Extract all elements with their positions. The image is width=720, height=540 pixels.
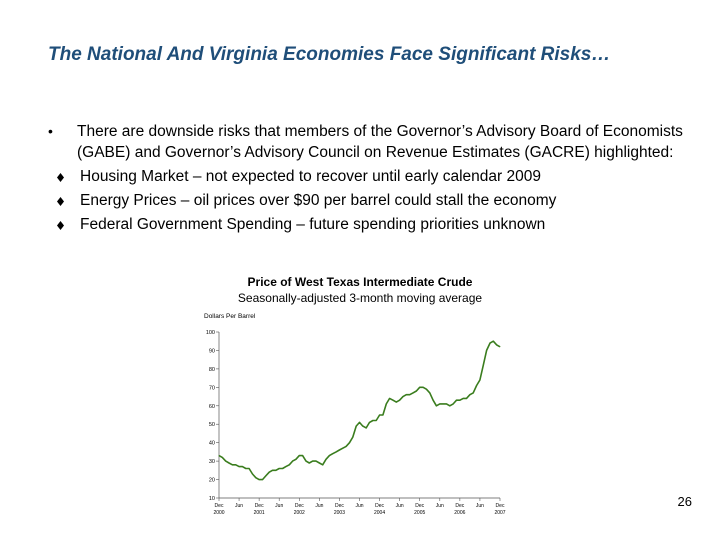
data-point [309,463,310,464]
data-point [369,422,370,423]
y-tick-label: 60 [208,403,215,410]
sub-bullet-federal [48,213,688,237]
data-point [342,448,343,449]
x-tick-label: Dec [455,503,465,509]
oil-price-chart [200,308,510,526]
data-point [356,426,357,427]
y-tick-label: 40 [208,440,215,447]
data-point [490,343,491,344]
data-point [275,470,276,471]
x-tick-label: Jun [275,503,284,509]
data-point [393,400,394,401]
data-point [329,455,330,456]
data-point [456,400,457,401]
y-tick-label: 100 [205,330,215,336]
y-tick-label: 30 [208,459,215,466]
x-tick-label: Dec [214,503,224,509]
sub-bullet-text: Housing Market – not expected to recover until early calendar 2009 [80,168,541,185]
data-point [299,455,300,456]
data-point [289,464,290,465]
data-point [426,389,427,390]
x-tick-label: Jun [355,503,364,509]
x-year-label: 2004 [374,510,386,516]
data-point [469,394,470,395]
data-point [459,400,460,401]
sub-bullet-list [48,165,688,237]
bullet-dot: • [48,123,53,139]
diamond-bullet-icon [57,197,64,206]
data-point [352,437,353,438]
chart-axes [219,332,500,498]
oil-price-line [219,341,500,479]
data-point [476,385,477,386]
data-point [259,479,260,480]
data-point [235,464,236,465]
y-tick-label: 90 [208,348,215,355]
data-point [423,387,424,388]
data-point [383,415,384,416]
x-year-label: 2005 [414,510,426,516]
data-point [466,398,467,399]
data-point [413,392,414,393]
data-point [242,466,243,467]
x-tick-label: Jun [435,503,444,509]
data-point [339,450,340,451]
data-point [362,426,363,427]
data-point [346,446,347,447]
data-point [262,479,263,480]
data-point [439,404,440,405]
data-point [372,420,373,421]
data-point [436,405,437,406]
data-point [252,474,253,475]
x-tick-label: Dec [495,503,505,509]
sub-bullet-housing [48,165,688,189]
data-point [292,461,293,462]
y-tick-label: 50 [208,422,215,429]
data-point [463,398,464,399]
chart-subtitle: Seasonally-adjusted 3-month moving average [237,291,483,305]
data-point [403,396,404,397]
data-point [269,472,270,473]
page-number: 26 [677,494,692,509]
data-point [493,341,494,342]
main-bullet [48,121,688,237]
data-point [480,380,481,381]
year-labels [213,510,505,516]
chart-title: Price of West Texas Intermediate Crude [247,275,473,289]
data-point [449,405,450,406]
data-point [319,463,320,464]
data-point [419,387,420,388]
data-point [416,391,417,392]
data-point [446,404,447,405]
data-point [443,404,444,405]
data-point [429,392,430,393]
data-point [332,453,333,454]
x-year-label: 2001 [253,510,265,516]
y-tick-label: 10 [208,496,215,502]
y-ticks [206,330,219,502]
x-tick-label: Dec [254,503,264,509]
data-point [322,464,323,465]
data-point [486,350,487,351]
data-point [366,428,367,429]
data-point [272,470,273,471]
data-point [222,457,223,458]
data-point [396,402,397,403]
data-point [433,400,434,401]
data-point [483,365,484,366]
x-year-label: 2007 [494,510,506,516]
x-tick-label: Dec [415,503,425,509]
y-tick-label: 80 [208,366,215,373]
data-point [245,468,246,469]
diamond-bullet-icon [57,221,64,230]
data-point [279,468,280,469]
data-point [473,392,474,393]
data-point [219,455,220,456]
data-point [312,461,313,462]
data-point [286,466,287,467]
data-point [265,475,266,476]
x-year-label: 2000 [213,510,225,516]
data-point [249,468,250,469]
data-point [359,422,360,423]
data-point [296,459,297,460]
x-ticks [215,498,505,509]
y-axis-label: Dollars Per Barrel [204,313,256,320]
data-point [453,404,454,405]
series-group [219,341,501,480]
data-point [326,459,327,460]
x-year-label: 2002 [293,510,305,516]
data-point [225,461,226,462]
data-point [336,451,337,452]
x-tick-label: Jun [235,503,244,509]
x-tick-label: Dec [334,503,344,509]
data-point [239,466,240,467]
data-point [376,420,377,421]
data-point [349,442,350,443]
y-tick-label: 70 [208,385,215,392]
data-point [255,477,256,478]
chart-svg [200,308,510,526]
x-tick-label: Dec [375,503,385,509]
data-point [316,461,317,462]
x-year-label: 2006 [454,510,466,516]
data-point [379,415,380,416]
main-bullet-text: There are downside risks that members of the Governor’s Advisory Board of Economists (GABE) and Governor’s Advisory Council on Revenue Estimates (GACRE) highlighted: [77,123,683,161]
x-tick-label: Jun [475,503,484,509]
sub-bullet-text: Energy Prices – oil prices over $90 per barrel could stall the economy [80,192,557,209]
data-point [386,404,387,405]
diamond-bullet-icon [57,173,64,182]
x-year-label: 2003 [333,510,345,516]
data-point [306,461,307,462]
data-point [496,345,497,346]
data-point [406,394,407,395]
sub-bullet-energy [48,189,688,213]
data-point [282,468,283,469]
data-point [399,400,400,401]
data-point [389,398,390,399]
x-tick-label: Jun [315,503,324,509]
sub-bullet-text: Federal Government Spending – future spending priorities unknown [80,216,546,233]
x-tick-label: Jun [395,503,404,509]
data-point [229,463,230,464]
slide-title: The National And Virginia Economies Face Significant Risks… [48,44,611,65]
y-tick-label: 20 [208,477,215,484]
data-point [500,346,501,347]
x-tick-label: Dec [294,503,304,509]
data-point [232,464,233,465]
data-point [409,394,410,395]
data-point [302,455,303,456]
